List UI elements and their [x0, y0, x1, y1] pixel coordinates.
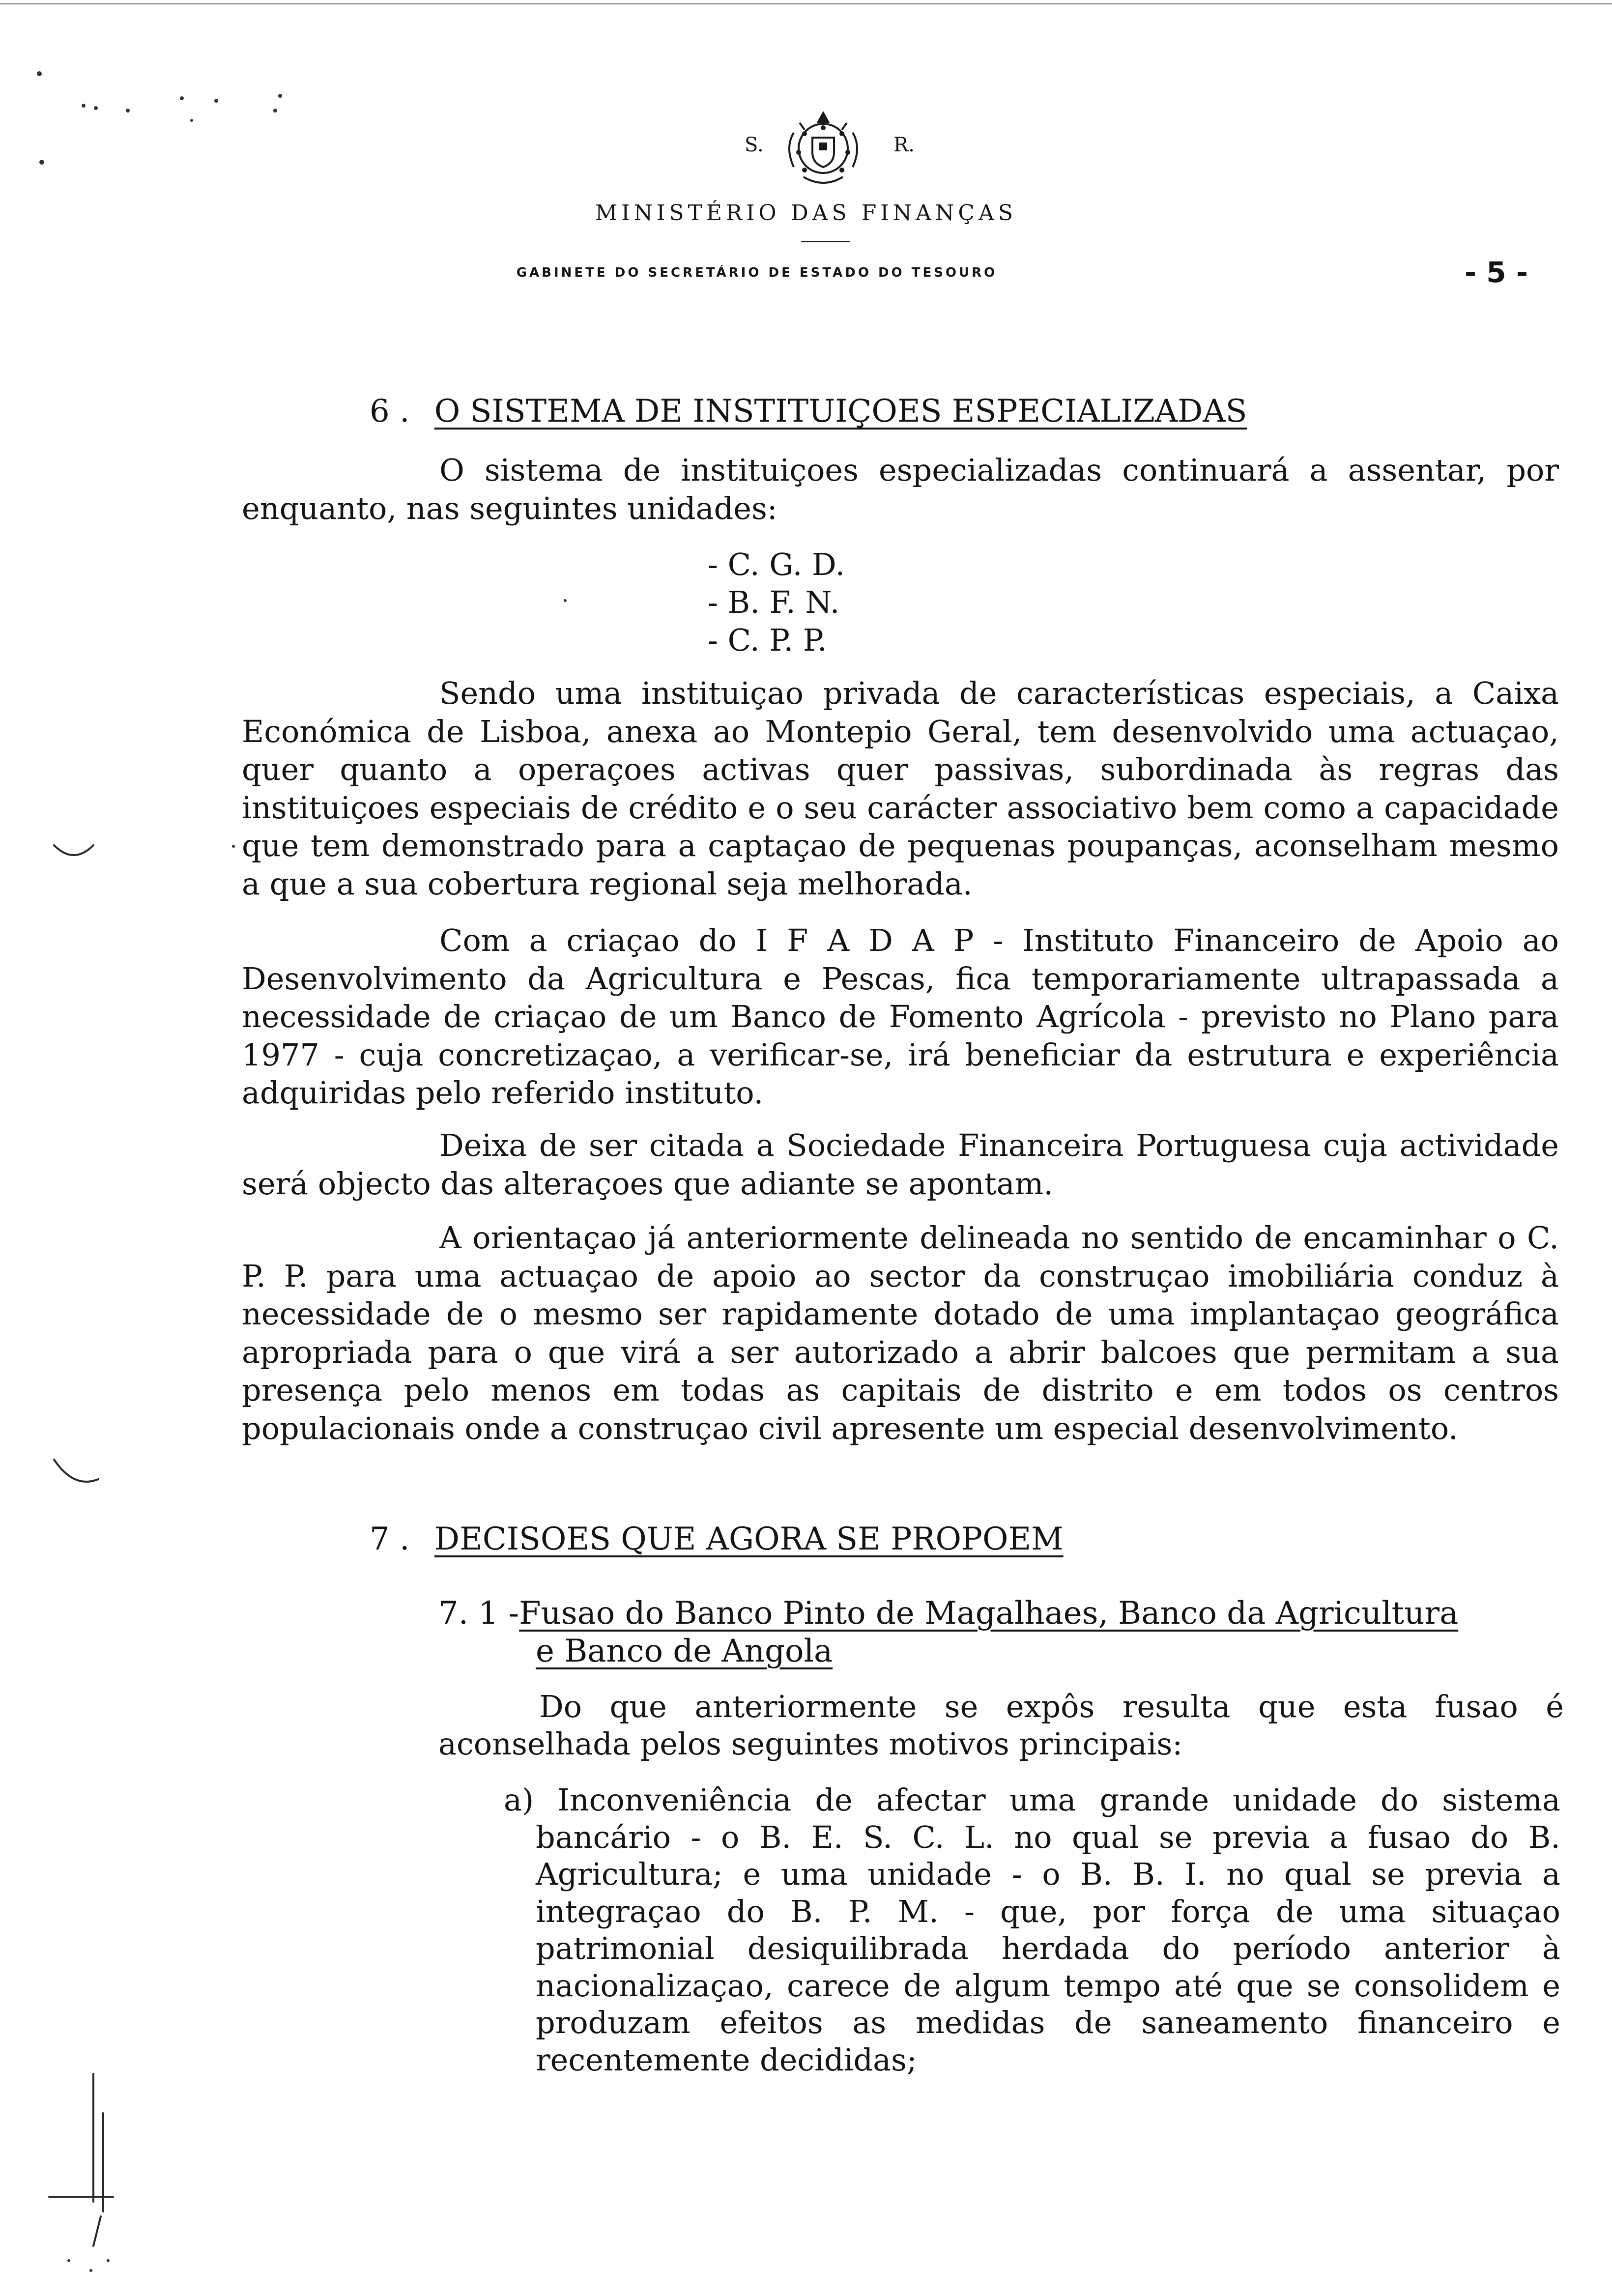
section-7-number: 7 . — [370, 1521, 410, 1557]
list-item: - C. G. D. — [708, 546, 845, 582]
list-item: - C. P. P. — [708, 622, 827, 658]
subsection-7-1-number: 7. 1 - — [438, 1595, 519, 1632]
paragraph-text: Sendo uma instituiçao privada de características especiais, a Caixa Económica de Lisboa, anexa ao Montepio Geral, tem desenvolvido uma actuaçao, quer quanto a operaçoes activas quer passivas, subordinada às regras das instituiçoes especiais de crédito e o seu carácter associativo bem como a capacidade que tem demonstrado para a captaçao de pequenas poupanças, aconselham mesmo a que a sua cobertura regional seja melhorada. — [242, 675, 1559, 902]
list-item: - B. F. N. — [708, 584, 840, 620]
subsection-7-1-title-line2: e Banco de Angola — [536, 1633, 833, 1669]
section-7-title: DECISOES QUE AGORA SE PROPOEM — [434, 1521, 1064, 1557]
section-6-intro-text: O sistema de instituiçoes especializadas continuará a assentar, por enquanto, nas seguintes unidades: — [242, 452, 1559, 526]
subsection-7-1-title-line1: Fusao do Banco Pinto de Magalhaes, Banco da Agricultura — [519, 1595, 1459, 1632]
paragraph-text: Com a criaçao do I F A D A P - Instituto Financeiro de Apoio ao Desenvolvimento da Agricultura e Pescas, fica temporariamente ultrapassada a necessidade de criaçao de um Banco de Fomento Agrícola - previsto no Plano para 1977 - cuja concretizaçao, a verificar-se, irá beneficiar da estrutura e experiência adquiridas pelo referido instituto. — [242, 922, 1559, 1111]
paragraph-text: Do que anteriormente se expôs resulta que esta fusao é aconselhada pelos seguintes motivos principais: — [438, 1689, 1564, 1762]
cabinet-subtitle: GABINETE DO SECRETÁRIO DE ESTADO DO TESOURO — [516, 265, 998, 280]
section-6-title: O SISTEMA DE INSTITUIÇOES ESPECIALIZADAS — [434, 393, 1247, 430]
paragraph-text: A orientaçao já anteriormente delineada no sentido de encaminhar o C. P. P. para uma actuaçao de apoio ao sector da construçao imobiliária conduz à necessidade de o mesmo ser rapidamente dotado de uma implantaçao geográfica apropriada para o que virá a ser autorizado a abrir balcoes que permitam a sua presença pelo menos em todas as capitais de distrito e em todos os centros populacionais onde a construçao civil apresente um especial desenvolvimento. — [242, 1220, 1559, 1446]
ministry-title: MINISTÉRIO DAS FINANÇAS — [595, 201, 1017, 226]
list-item-a-text: a) Inconveniência de afectar uma grande unidade do sistema bancário - o B. E. S. C. L. no qual se previa a fusao do B. Agricultura; e uma unidade - o B. B. I. no qual se previa a integraçao do B. P. M. - que, por força de uma situaçao patrimonial desiquilibrada herdada do período anterior à nacionalizaçao, carece de algum tempo até que se consolidem e produzam efeitos as medidas de saneamento financeiro e recentemente decididas; — [504, 1782, 1560, 2078]
page-number: - 5 - — [1465, 256, 1528, 289]
section-6-number: 6 . — [370, 393, 410, 430]
paragraph-text: Deixa de ser citada a Sociedade Financeira Portuguesa cuja actividade será objecto das alteraçoes que adiante se apontam. — [242, 1127, 1559, 1202]
emblem-left-letter: S. — [745, 134, 764, 156]
emblem-right-letter: R. — [893, 134, 915, 156]
